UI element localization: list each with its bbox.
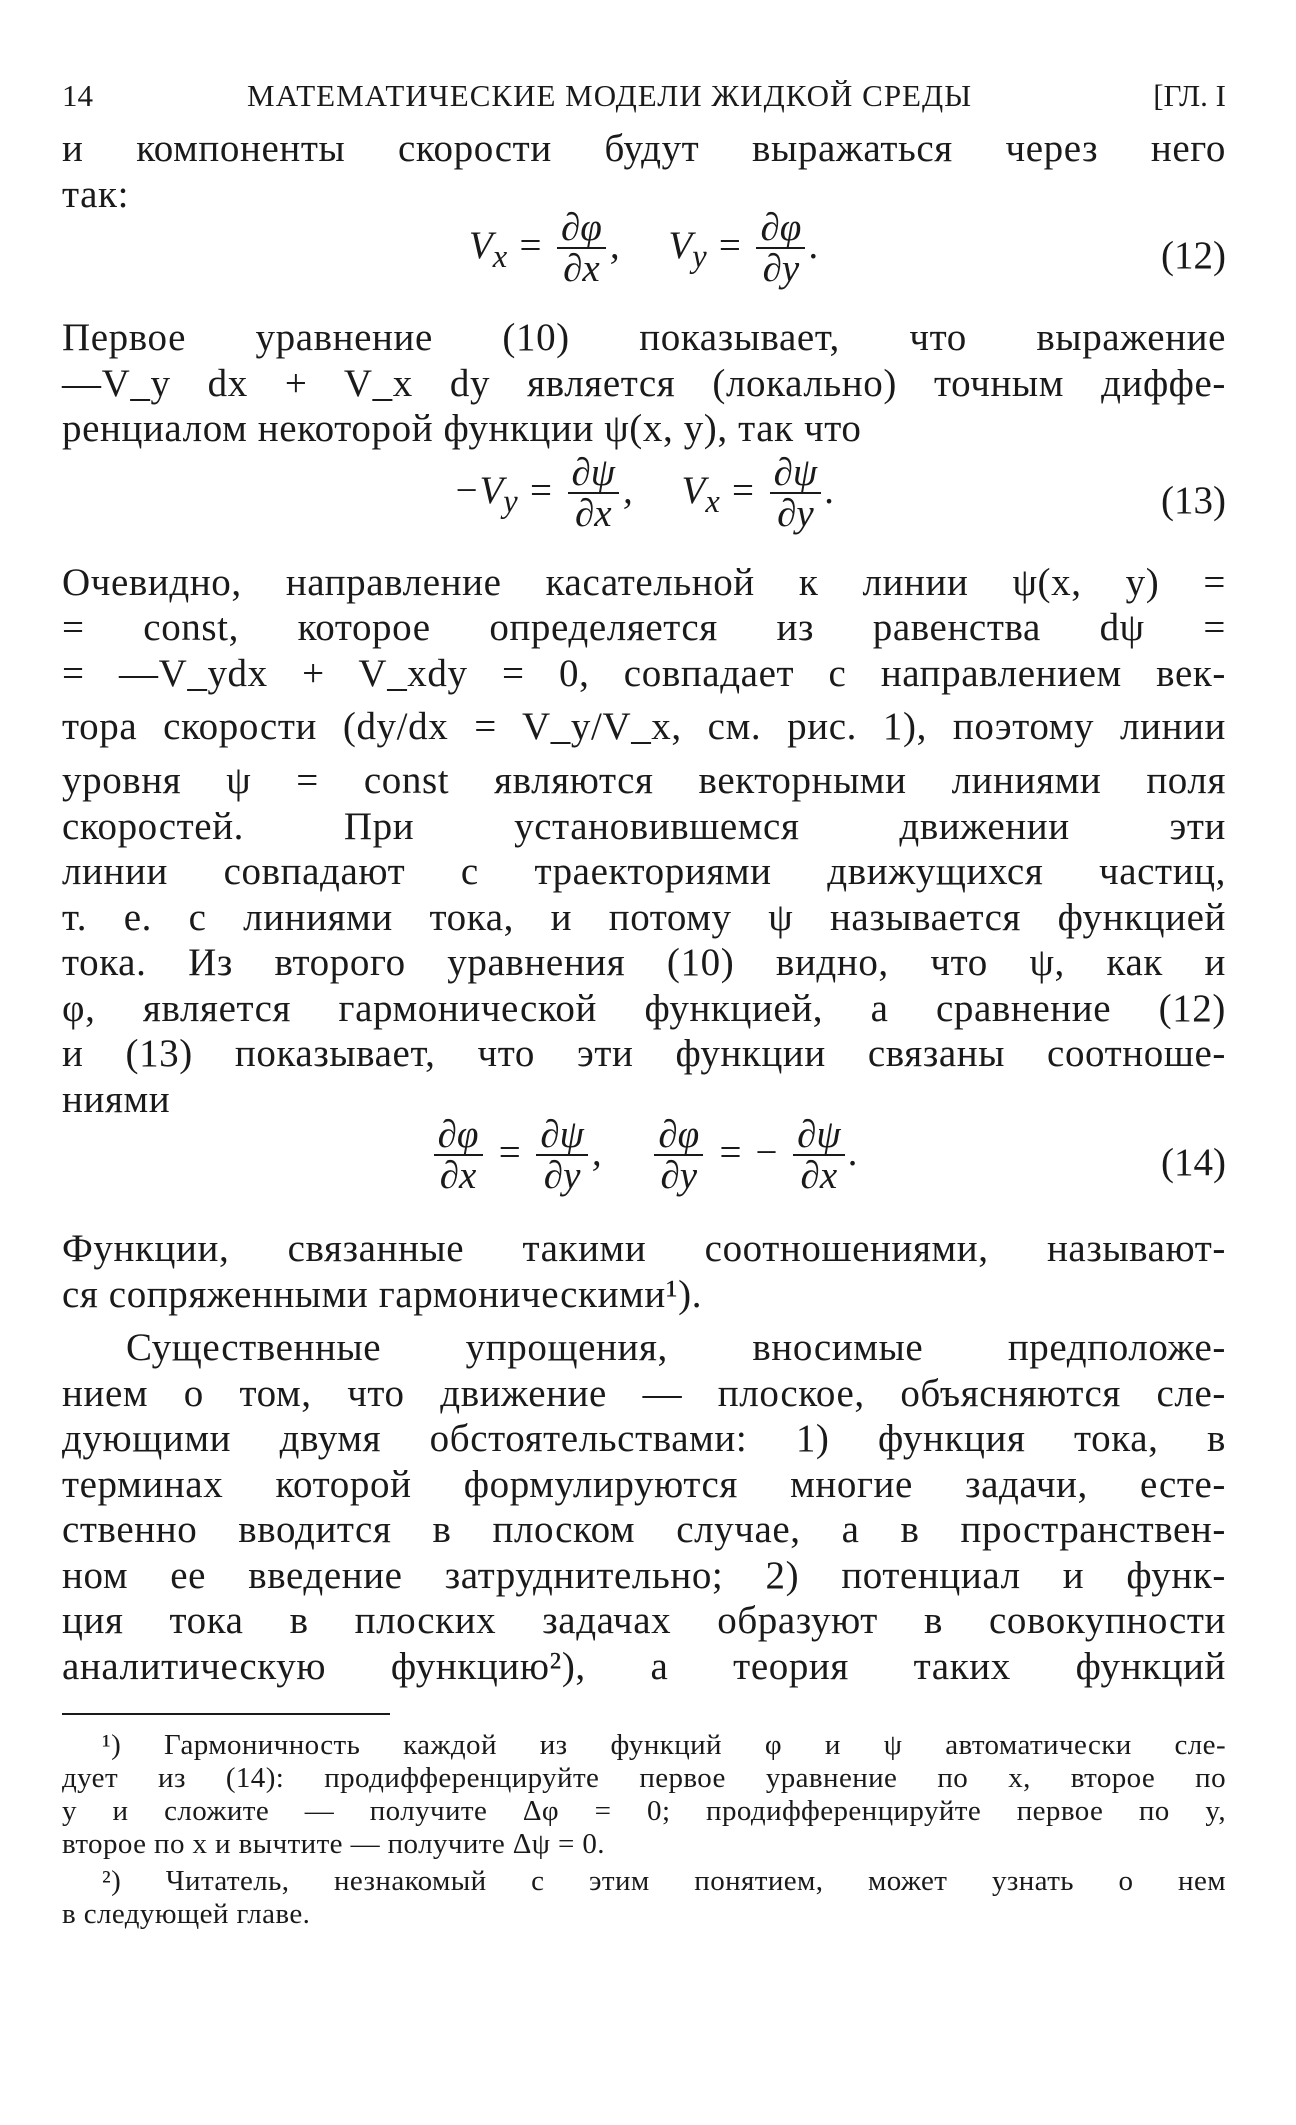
- footnote-rule: [62, 1713, 390, 1715]
- text-line: = —V_ydx + V_xdy = 0, совпадает с направлением век-: [62, 651, 1226, 695]
- equation-14: [62, 1113, 1226, 1208]
- text-line: ственно вводится в плоском случае, а в пространствен-: [62, 1508, 1226, 1551]
- fraction: $\frac{\partial\varphi}{\partial y}$: [756, 209, 805, 289]
- equation-13: [62, 450, 1226, 546]
- text-line: т. е. с линиями тока, и потому ψ называется функцией: [62, 895, 1226, 939]
- text-line: дующими двумя обстоятельствами: 1) функция тока, в: [62, 1417, 1226, 1460]
- footnote-line: y и сложите — получите Δφ = 0; продифференцируйте первое по y,: [62, 1795, 1226, 1827]
- paragraph-1: [62, 126, 1226, 217]
- text-line: ниями: [62, 1077, 171, 1121]
- text-line: так:: [62, 172, 130, 216]
- paragraph-2: [62, 315, 1226, 452]
- fraction: $\frac{\partial\psi}{\partial x}$: [568, 454, 620, 534]
- fraction: $\frac{\partial\varphi}{\partial x}$: [557, 209, 606, 289]
- text-line: нием о том, что движение — плоское, объясняются сле-: [62, 1371, 1226, 1415]
- paragraph-5: [62, 1325, 1226, 1689]
- paragraph-3: [62, 560, 1226, 1123]
- footnote-1: [62, 1729, 1226, 1861]
- text-line: Существенные упрощения, вносимые предположе-: [126, 1326, 1226, 1369]
- text-line: и (13) показывает, что эти функции связаны соотноше-: [62, 1032, 1226, 1075]
- text-line: линии совпадают с траекториями движущихся частиц,: [62, 850, 1226, 893]
- text-line: ном ее введение затруднительно; 2) потенциал и функ-: [62, 1553, 1226, 1597]
- footnote-line: ²) Читатель, незнакомый с этим понятием, может узнать о нем: [102, 1865, 1226, 1897]
- text-line: Первое уравнение (10) показывает, что выражение: [62, 316, 1226, 359]
- footnote-line: второе по x и вычтите — получите Δψ = 0.: [62, 1828, 605, 1860]
- footnote-line: дует из (14): продифференцируйте первое уравнение по x, второе по: [62, 1762, 1226, 1794]
- text-line: терминах которой формулируются многие задачи, есте-: [62, 1462, 1226, 1506]
- text-line: Функции, связанные такими соотношениями, называют-: [62, 1227, 1226, 1270]
- page-number: 14: [62, 78, 93, 113]
- running-header: [62, 60, 1226, 120]
- text-line: ция тока в плоских задачах образуют в совокупности: [62, 1599, 1226, 1642]
- paragraph-4: [62, 1226, 1226, 1317]
- text-line: ся сопряженными гармоническими¹).: [62, 1272, 703, 1316]
- text-line: тора скорости (dy/dx = V_y/V_x, см. рис. 1), поэтому линии: [62, 705, 1226, 748]
- equation-body: $\frac{\partial\varphi}{\partial x}$ = $\frac{\partial\psi}{\partial y}$ , $\frac{\partial\varphi}{\partial y}$ = − $\frac{\partial\psi}{\partial x}$ .: [62, 1116, 1226, 1196]
- text-line: тока. Из второго уравнения (10) видно, что ψ, как и: [62, 941, 1226, 984]
- text-line: ренциалом некоторой функции ψ(x, y), так что: [62, 407, 862, 450]
- fraction: $\frac{\partial\psi}{\partial y}$: [536, 1116, 588, 1196]
- equation-body: $V_x$ = $\frac{\partial\varphi}{\partial x}$ , $V_y$ = $\frac{\partial\varphi}{\partial y}$ .: [468, 206, 820, 290]
- text-line: и компоненты скорости будут выражаться через него: [62, 127, 1226, 170]
- running-title: МАТЕМАТИЧЕСКИЕ МОДЕЛИ ЖИДКОЙ СРЕДЫ: [247, 78, 973, 113]
- fraction: $\frac{\partial\psi}{\partial y}$: [770, 454, 822, 534]
- text-line: = const, которое определяется из равенства dψ =: [62, 606, 1226, 649]
- book-page: [62, 60, 1226, 1931]
- fraction: $\frac{\partial\psi}{\partial x}$: [793, 1116, 845, 1196]
- footnote-line: ¹) Гармоничность каждой из функций φ и ψ автоматически сле-: [102, 1729, 1226, 1761]
- text-line: φ, является гармонической функцией, а сравнение (12): [62, 986, 1226, 1030]
- equation-12: [62, 206, 1226, 301]
- footnote-2: [62, 1865, 1226, 1931]
- equation-number: (12): [1161, 234, 1226, 277]
- footnote-line: в следующей главе.: [62, 1898, 311, 1930]
- fraction: $\frac{\partial\varphi}{\partial y}$: [654, 1116, 703, 1196]
- text-line: скоростей. При установившемся движении эти: [62, 804, 1226, 848]
- text-line: уровня ψ = const являются векторными линиями поля: [62, 759, 1226, 802]
- equation-number: (14): [1161, 1141, 1226, 1184]
- chapter-label: [ГЛ. I: [1153, 78, 1226, 113]
- equation-body: $-V_y$ = $\frac{\partial\psi}{\partial x}$ , $V_x$ = $\frac{\partial\psi}{\partial y}$ .: [453, 450, 835, 535]
- fraction: $\frac{\partial\varphi}{\partial x}$: [434, 1116, 483, 1196]
- text-line: Очевидно, направление касательной к линии ψ(x, y) =: [62, 560, 1226, 604]
- text-line: —V_y dx + V_x dy является (локально) точным диффе-: [62, 361, 1226, 405]
- equation-number: (13): [1161, 478, 1226, 522]
- text-line: аналитическую функцию²), а теория таких функций: [62, 1644, 1226, 1688]
